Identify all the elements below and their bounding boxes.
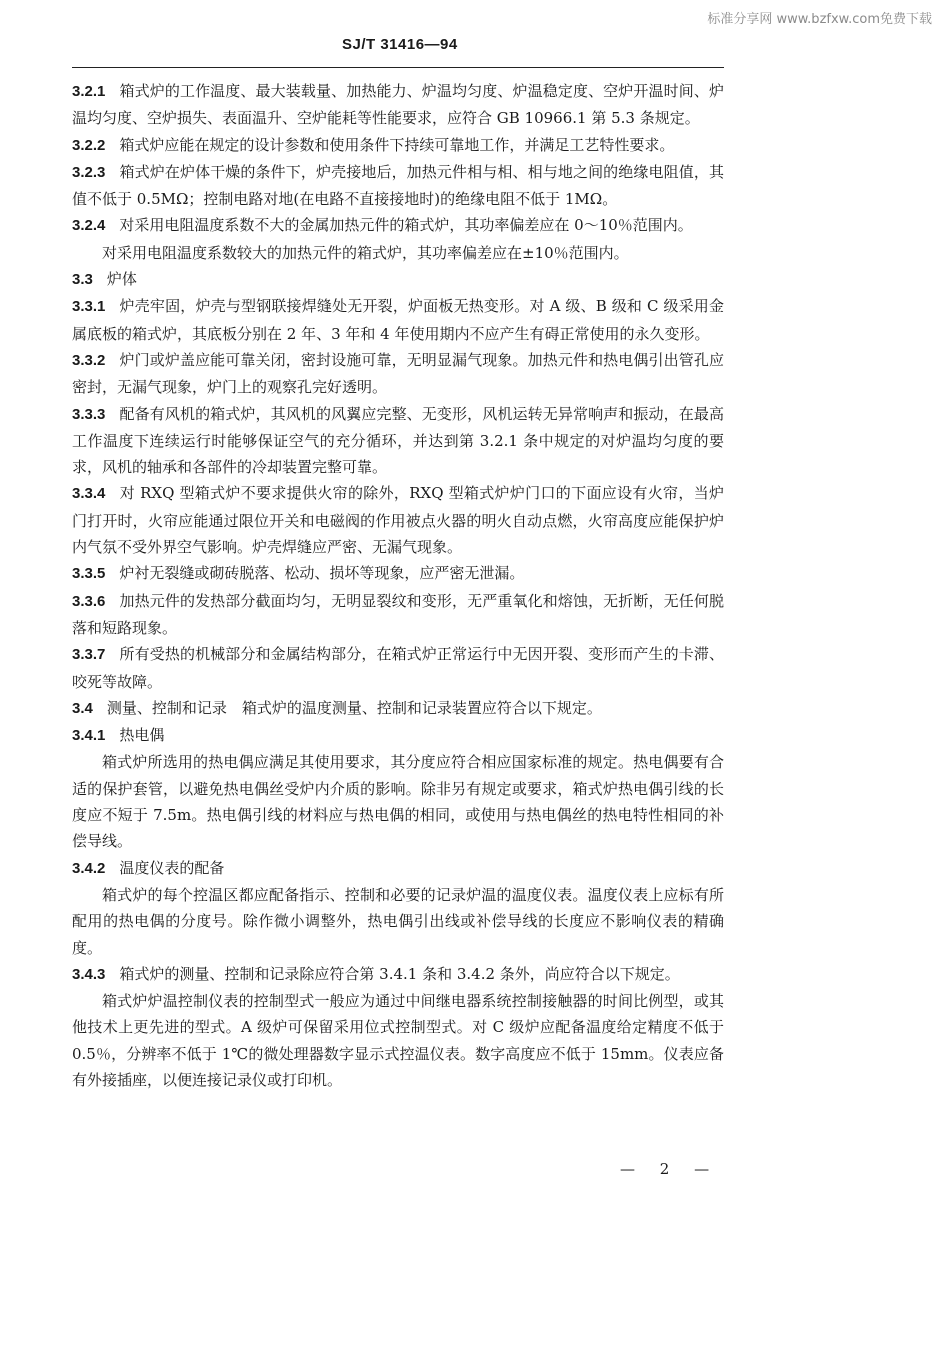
clause-3-3-5 (72, 560, 724, 587)
clause-3-3-6 (72, 588, 724, 642)
clause-text: 炉衬无裂缝或砌砖脱落、松动、损坏等现象，应严密无泄漏。 (119, 564, 525, 583)
clause-text: 箱式炉的测量、控制和记录除应符合第 3.4.1 条和 3.4.2 条外，尚应符合以下规定。 (119, 964, 680, 983)
clause-text: 箱式炉所选用的热电偶应满足其使用要求，其分度应符合相应国家标准的规定。热电偶要有合适的保护套管，以避免热电偶丝受炉内介质的影响。除非另有规定或要求，箱式炉热电偶引线的长度应不短于 7.5m。热电偶引线的材料应与热电偶的相同，或使用与热电偶丝的热电特性相同的补偿导线。 (72, 753, 724, 851)
header-rule (72, 67, 724, 68)
section-3-4 (72, 695, 724, 722)
clause-number: 3.2.2 (72, 136, 106, 154)
clause-title: 温度仪表的配备 (119, 859, 225, 877)
clause-number: 3.3.5 (72, 565, 106, 583)
clause-number: 3.3.4 (72, 485, 106, 503)
clause-3-4-1 (72, 722, 724, 749)
clause-text: 箱式炉在炉体干燥的条件下，炉壳接地后，加热元件相与相、相与地之间的绝缘电阻值，其值不低于 0.5MΩ；控制电路对地(在电路不直接接地时)的绝缘电阻不低于 1MΩ。 (72, 162, 724, 209)
clause-number: 3.4.3 (72, 965, 106, 983)
clause-3-4-1-body (72, 749, 724, 854)
clause-3-2-3 (72, 159, 724, 213)
clause-3-4-2 (72, 855, 724, 882)
clause-number: 3.2.4 (72, 217, 106, 235)
clause-3-3-4 (72, 480, 724, 560)
clause-3-2-1 (72, 78, 724, 132)
clause-3-4-3-body (72, 988, 724, 1093)
clause-text: 箱式炉的每个控温区都应配备指示、控制和必要的记录炉温的温度仪表。温度仪表上应标有所配用的热电偶的分度号。除作微小调整外，热电偶引出线或补偿导线的长度应不影响仪表的精确度。 (72, 885, 724, 957)
standard-code-header: SJ/T 31416—94 (342, 36, 458, 53)
clause-number: 3.3.3 (72, 405, 106, 423)
section-number: 3.3 (72, 271, 93, 289)
clause-text: 配备有风机的箱式炉，其风机的风翼应完整、无变形，风机运转无异常响声和振动，在最高工作温度下连续运行时能够保证空气的充分循环，并达到第 3.2.1 条中规定的对炉温均匀度的要求，风机的轴承和各部件的冷却装置完整可靠。 (72, 404, 724, 477)
clause-text: 箱式炉炉温控制仪表的控制型式一般应为通过中间继电器系统控制接触器的时间比例型，或其他技术上更先进的型式。A 级炉可保留采用位式控制型式。对 C 级炉应配备温度给定精度不低于 0.5％，分辨率不低于 1℃的微处理器数字显示式控温仪表。数字高度应不低于 15mm。仪表应备有外接插座，以便连接记录仪或打印机。 (72, 992, 724, 1089)
clause-3-4-3 (72, 961, 724, 988)
clause-number: 3.3.2 (72, 351, 106, 369)
clause-number: 3.3.1 (72, 298, 106, 316)
clause-text: 加热元件的发热部分截面均匀，无明显裂纹和变形，无严重氧化和熔蚀，无折断，无任何脱落和短路现象。 (72, 591, 724, 637)
clause-number: 3.4.2 (72, 859, 106, 877)
clause-3-3-2 (72, 347, 724, 401)
clause-number: 3.4.1 (72, 727, 106, 745)
clause-number: 3.3.7 (72, 646, 106, 664)
clause-text: 对采用电阻温度系数不大的金属加热元件的箱式炉，其功率偏差应在 0～10％范围内。 (119, 216, 693, 235)
clause-3-3-3 (72, 401, 724, 481)
clause-3-3-1 (72, 293, 724, 347)
section-number: 3.4 (72, 699, 93, 717)
section-title: 测量、控制和记录 箱式炉的温度测量、控制和记录装置应符合以下规定。 (106, 699, 602, 717)
clause-text: 炉门或炉盖应能可靠关闭，密封设施可靠，无明显漏气现象。加热元件和热电偶引出管孔应密封，无漏气现象，炉门上的观察孔完好透明。 (72, 350, 724, 397)
document-body (72, 78, 724, 1093)
clause-number: 3.2.3 (72, 163, 106, 181)
clause-text: 箱式炉的工作温度、最大装载量、加热能力、炉温均匀度、炉温稳定度、空炉开温时间、炉温均匀度、空炉损失、表面温升、空炉能耗等性能要求，应符合 GB 10966.1 第 5.3 条规定。 (72, 82, 724, 128)
section-3-3 (72, 266, 724, 293)
clause-number: 3.2.1 (72, 83, 106, 100)
clause-text: 所有受热的机械部分和金属结构部分，在箱式炉正常运行中无因开裂、变形而产生的卡滞、咬死等故障。 (72, 645, 724, 691)
clause-text: 箱式炉应能在规定的设计参数和使用条件下持续可靠地工作，并满足工艺特性要求。 (119, 135, 675, 154)
watermark-text: 标准分享网 www.bzfxw.com免费下载 (707, 12, 932, 27)
clause-text: 对采用电阻温度系数较大的加热元件的箱式炉，其功率偏差应在±10％范围内。 (102, 243, 629, 262)
clause-3-2-4-continued (72, 240, 724, 266)
clause-3-2-4 (72, 212, 724, 239)
clause-number: 3.3.6 (72, 592, 106, 610)
clause-3-4-2-body (72, 882, 724, 961)
clause-text: 炉壳牢固，炉壳与型钢联接焊缝处无开裂，炉面板无热变形。对 A 级、B 级和 C 级采用金属底板的箱式炉，其底板分别在 2 年、3 年和 4 年使用期内不应产生有碍正常使用的永久变形。 (72, 297, 724, 343)
clause-text: 对 RXQ 型箱式炉不要求提供火帘的除外，RXQ 型箱式炉炉门口的下面应设有火帘，当炉门打开时，火帘应能通过限位开关和电磁阀的作用被点火器的明火自动点燃，火帘高度应能保护炉内气氛不受外界空气影响。炉壳焊缝应严密、无漏气现象。 (72, 484, 724, 557)
clause-3-2-2 (72, 132, 724, 159)
clause-title: 热电偶 (119, 727, 165, 745)
section-title: 炉体 (106, 271, 137, 289)
page-number: — 2 — (620, 1160, 720, 1178)
clause-3-3-7 (72, 641, 724, 695)
